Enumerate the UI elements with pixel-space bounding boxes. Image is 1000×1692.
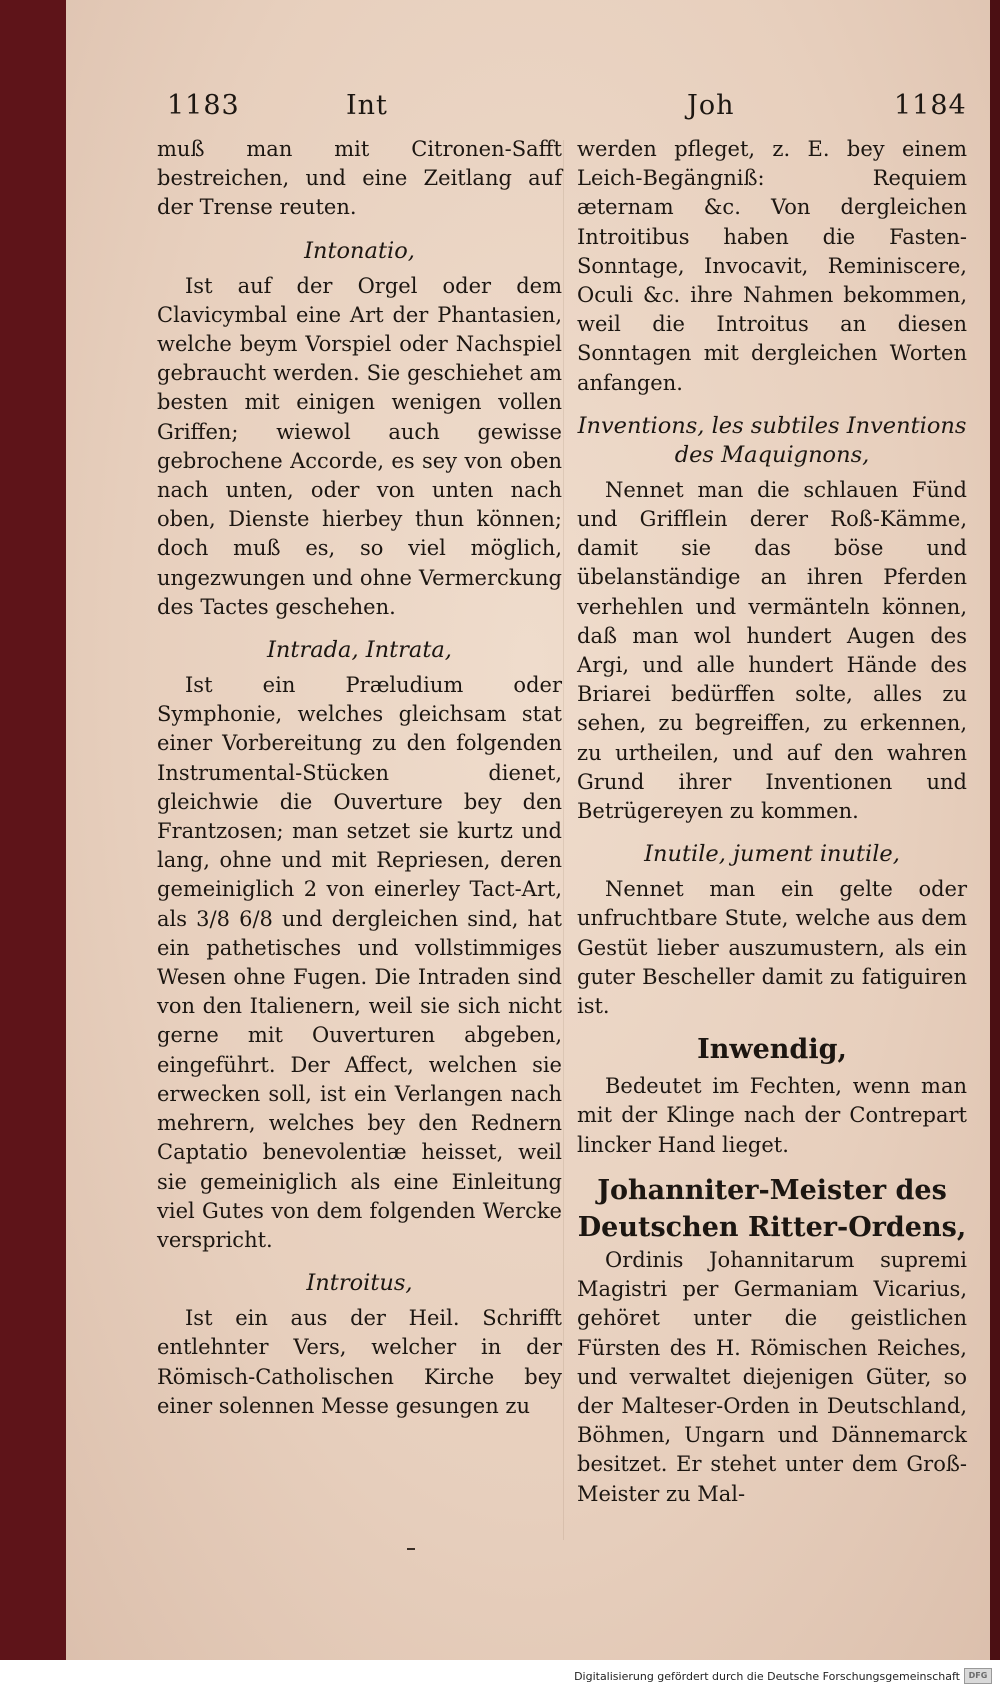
right-page-number: 1184 <box>894 90 967 121</box>
entry-text-intrada: Ist ein Præludium oder Symphonie, welches gleichsam stat einer Vorbereitung zu den folgenden Instrumental-Stücken dienet, gleichwie die Ouverture bey den Frantzosen; man setzet sie kurtz und lang, ohne und mit Repriesen, deren gemeiniglich 2 von einerley Tact-Art, als 3/8 6/8 und dergleichen sind, hat ein pathetisches und vollstimmiges Wesen ohne Fugen. Die Intraden sind von den Italienern, weil sie sich nicht gerne mit Ouverturen abgeben, eingeführt. Der Affect, welchen sie erwecken soll, ist ein Verlangen nach mehrern, welches bey den Rednern Captatio benevolentiæ heisset, weil sie gemeiniglich als eine Einleitung viel Gutes von dem folgenden Wercke verspricht. <box>157 673 562 1252</box>
right-continuation-text: werden pfleget, z. E. bey einem Leich-Begängniß: Requiem æternam &c. Von dergleichen Introitibus haben die Fasten-Sonntage, Invocavit, Reminiscere, Oculi &c. ihre Nahmen bekommen, weil die Introitus an diesen Sonntagen mit dergleichen Worten anfangen. <box>577 137 967 395</box>
column-divider <box>563 140 564 1540</box>
left-continuation-text: muß man mit Citronen-Safft bestreichen, und eine Zeitlang auf der Trense reuten. <box>157 137 562 220</box>
entry-text-inwendig: Bedeutet im Fechten, wenn man mit der Klinge nach der Contrepart lincker Hand lieget. <box>577 1074 967 1157</box>
entry-text-inventions: Nennet man die schlauen Fünd und Grifflein derer Roß-Kämme, damit sie das böse und übelanständige an ihren Pferden verhehlen und vermänteln können, daß man wol hundert Augen des Argi, und alle hundert Hände des Briarei bedürffen solte, alles zu sehen, zu begreiffen, zu erkennen, zu urtheilen, und auf den wahren Grund ihrer Inventionen und Betrügereyen zu kommen. <box>577 477 967 824</box>
right-catchword: Joh <box>687 90 735 121</box>
scan-border-right <box>990 0 1000 1660</box>
entry-text-johanniter: Ordinis Johannitarum supremi Magistri per Germaniam Vicarius, gehöret unter die geistlichen Fürsten des H. Römischen Reiches, und verwaltet diejenigen Güter, so der Malteser-Orden in Deutschland, Böhmen, Ungarn und Dännemarck besitzet. Er stehet unter dem Groß-Meister zu Mal- <box>577 1247 967 1506</box>
entry-lemma-inwendig: Inwendig, <box>697 1034 847 1066</box>
entry-lemma-inutile: Inutile, jument inutile, <box>644 841 900 868</box>
entry-lemma-intonatio: Intonatio, <box>304 237 415 264</box>
entry-lemma-intrada: Intrada, Intrata, <box>267 637 452 664</box>
page-mark <box>407 1548 415 1550</box>
scan-border-left <box>0 0 66 1660</box>
left-page-number: 1183 <box>167 90 240 121</box>
entry-lemma-introitus: Introitus, <box>306 1270 413 1297</box>
funding-credit: Digitalisierung gefördert durch die Deutsche Forschungsgemeinschaft <box>574 1670 960 1683</box>
right-column <box>577 135 967 1509</box>
entry-lemma-inventions: Inventions, les subtiles Inventions des Maquignons, <box>577 412 967 468</box>
entry-text-introitus: Ist ein aus der Heil. Schrifft entlehnter Vers, welcher in der Römisch-Catholischen Kirche bey einer solennen Messe gesungen zu <box>157 1306 562 1418</box>
left-catchword: Int <box>346 90 388 121</box>
dfg-logo-icon: DFG <box>964 1668 992 1684</box>
entry-text-inutile: Nennet man ein gelte oder unfruchtbare Stute, welche aus dem Gestüt lieber auszumustern, als ein guter Bescheller damit zu fatiguiren ist. <box>577 877 967 1019</box>
entry-text-intonatio: Ist auf der Orgel oder dem Clavicymbal eine Art der Phantasien, welche beym Vorspiel oder Nachspiel gebraucht werden. Sie geschiehet am besten mit einigen wenigen vollen Griffen; wiewol auch gewisse gebrochene Accorde, es sey von oben nach unten, oder von unten nach oben, Dienste hierbey thun können; doch muß es, so viel möglich, ungezwungen und ohne Vermerckung des Tactes geschehen. <box>157 273 562 619</box>
entry-lemma-johanniter: Johanniter-Meister des Deutschen Ritter-Ordens, <box>577 1174 967 1243</box>
left-column <box>157 135 562 1421</box>
